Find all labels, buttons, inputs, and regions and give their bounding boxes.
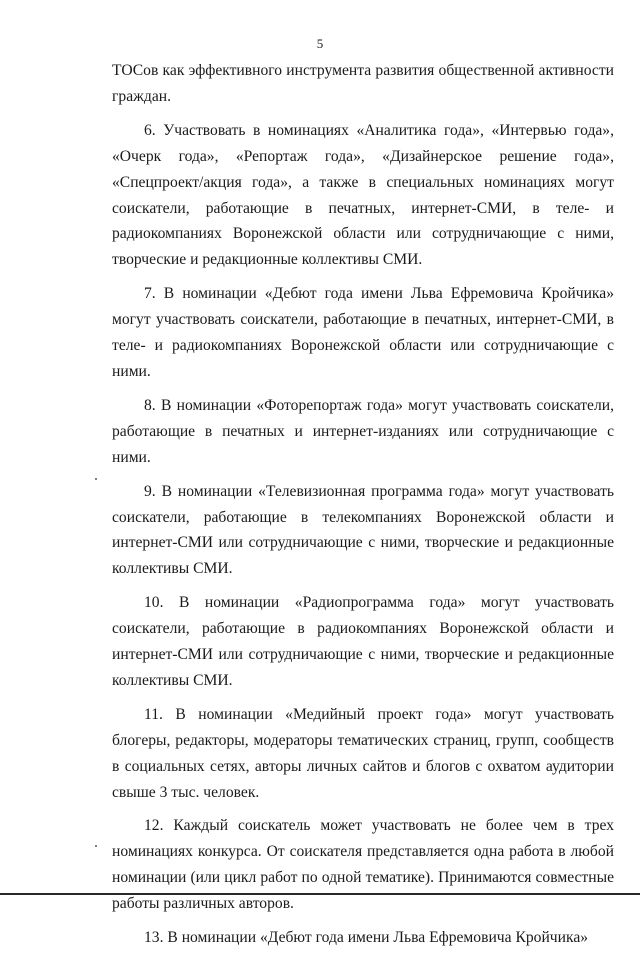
paragraph-item-11: 11. В номинации «Медийный проект года» могут участвовать блогеры, редакторы, модераторы тематических страниц, групп, сообществ в социальных сетях, авторы личных сайтов и блогов с охватом аудитории свыше 3 тыс. человек. bbox=[112, 705, 614, 801]
paragraph-continuation: ТОСов как эффективного инструмента развития общественной активности граждан. bbox=[112, 62, 614, 105]
paragraph-item-12: 12. Каждый соискатель может участвовать не более чем в трех номинациях конкурса. От соискателя представляется одна работа в любой номинации (или цикл работ по одной тематике). Принимаются совместные работы различных авторов. bbox=[112, 817, 614, 913]
page-number: 5 bbox=[316, 36, 324, 51]
paragraph-item-6: 6. Участвовать в номинациях «Аналитика года», «Интервью года», «Очерк года», «Репортаж года», «Дизайнерское решение года», «Спецпроект/акция года», а также в специальных номинациях могут соискатели, работающие в печатных, интернет-СМИ, в теле- и радиокомпаниях Воронежской области или сотрудничающие с ними, творческие и редакционные коллективы СМИ. bbox=[112, 121, 614, 269]
paragraph-item-13: 13. В номинации «Дебют года имени Льва Ефремовича Кройчика» bbox=[144, 929, 589, 947]
paragraph-item-7: 7. В номинации «Дебют года имени Льва Ефремовича Кройчика» могут участвовать соискатели, работающие в печатных, интернет-СМИ, в теле- и радиокомпаниях Воронежской области или сотрудничающие с ними. bbox=[112, 285, 614, 380]
paragraph-item-10: 10. В номинации «Радиопрограмма года» могут участвовать соискатели, работающие в радиокомпаниях Воронежской области и интернет-СМИ или сотрудничающие с ними, творческие и редакционные коллективы СМИ. bbox=[112, 594, 614, 689]
document-body bbox=[112, 58, 614, 959]
margin-mark bbox=[95, 845, 97, 847]
scan-bottom-edge bbox=[0, 893, 640, 895]
paragraph-item-8: 8. В номинации «Фоторепортаж года» могут участвовать соискатели, работающие в печатных и интернет-изданиях или сотрудничающие с ними. bbox=[112, 396, 614, 466]
margin-mark bbox=[95, 478, 97, 480]
paragraph-item-9: 9. В номинации «Телевизионная программа года» могут участвовать соискатели, работающие в телекомпаниях Воронежской области и интернет-СМИ или сотрудничающие с ними, творческие и редакционные коллективы СМИ. bbox=[112, 482, 614, 578]
